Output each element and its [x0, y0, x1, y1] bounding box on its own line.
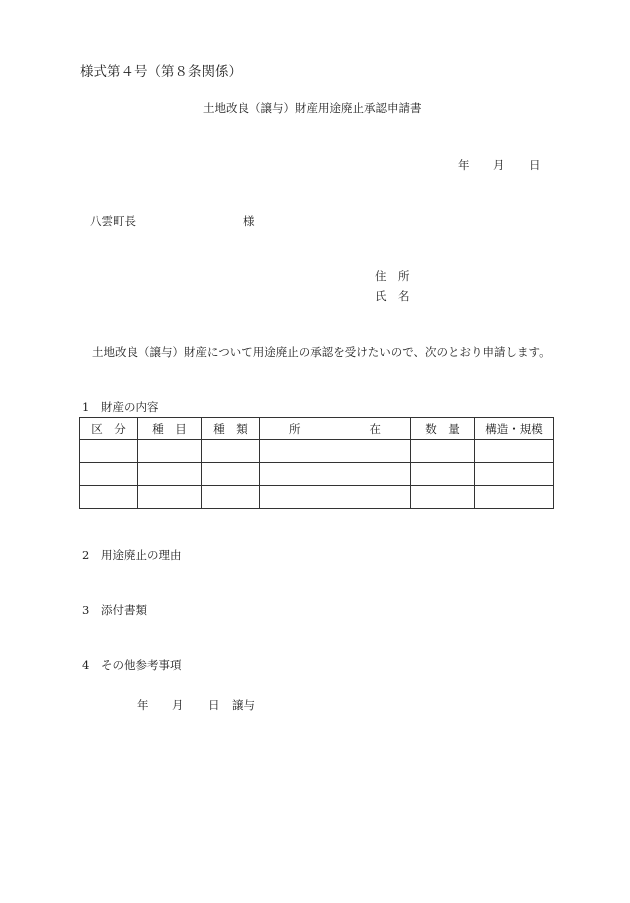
- section-label: 添付書類: [101, 603, 147, 617]
- section-number: 4: [82, 658, 90, 672]
- applicant-address-label: 住 所: [375, 269, 410, 283]
- applicant-name-label: 氏 名: [375, 289, 410, 303]
- header-structure-scale: 構造・規模: [475, 418, 554, 440]
- date-day-label: 日: [529, 158, 541, 172]
- section-label: 財産の内容: [101, 400, 159, 414]
- table-cell: [475, 486, 554, 509]
- section-number: 2: [82, 548, 90, 562]
- addressee-honorific: 様: [243, 214, 255, 228]
- request-statement: 土地改良（譲与）財産について用途廃止の承認を受けたいので、次のとおり申請します。: [92, 345, 551, 359]
- table-cell: [260, 440, 411, 463]
- form-number: 様式第４号（第８条関係）: [80, 64, 242, 80]
- table-row: [80, 463, 554, 486]
- table-cell: [138, 486, 202, 509]
- table-cell: [475, 440, 554, 463]
- table-cell: [80, 440, 138, 463]
- table-cell: [202, 486, 260, 509]
- table-header-row: [80, 418, 554, 440]
- section-label: 用途廃止の理由: [101, 548, 182, 562]
- table-cell: [138, 440, 202, 463]
- header-quantity: 数 量: [411, 418, 475, 440]
- table-cell: [80, 463, 138, 486]
- table-cell: [260, 463, 411, 486]
- header-type: 種 類: [202, 418, 260, 440]
- property-table: [79, 417, 554, 509]
- table-row: [80, 440, 554, 463]
- table-cell: [411, 440, 475, 463]
- transfer-day-label: 日: [208, 698, 220, 712]
- table-cell: [411, 463, 475, 486]
- transfer-month-label: 月: [172, 698, 184, 712]
- date-month-label: 月: [493, 158, 505, 172]
- table-cell: [80, 486, 138, 509]
- table-cell: [202, 440, 260, 463]
- document-title: 土地改良（譲与）財産用途廃止承認申請書: [203, 101, 422, 115]
- header-category: 区 分: [80, 418, 138, 440]
- header-location: 所 在: [260, 418, 411, 440]
- transfer-year-label: 年: [137, 698, 149, 712]
- addressee-name: 八雲町長: [90, 214, 136, 228]
- transfer-suffix: 譲与: [232, 698, 255, 712]
- table-row: [80, 486, 554, 509]
- table-cell: [138, 463, 202, 486]
- table-cell: [475, 463, 554, 486]
- table-cell: [411, 486, 475, 509]
- table-cell: [202, 463, 260, 486]
- section-number: 1: [82, 400, 90, 414]
- section-label: その他参考事項: [101, 658, 182, 672]
- table-cell: [260, 486, 411, 509]
- section-number: 3: [82, 603, 90, 617]
- date-year-label: 年: [458, 158, 470, 172]
- header-item: 種 目: [138, 418, 202, 440]
